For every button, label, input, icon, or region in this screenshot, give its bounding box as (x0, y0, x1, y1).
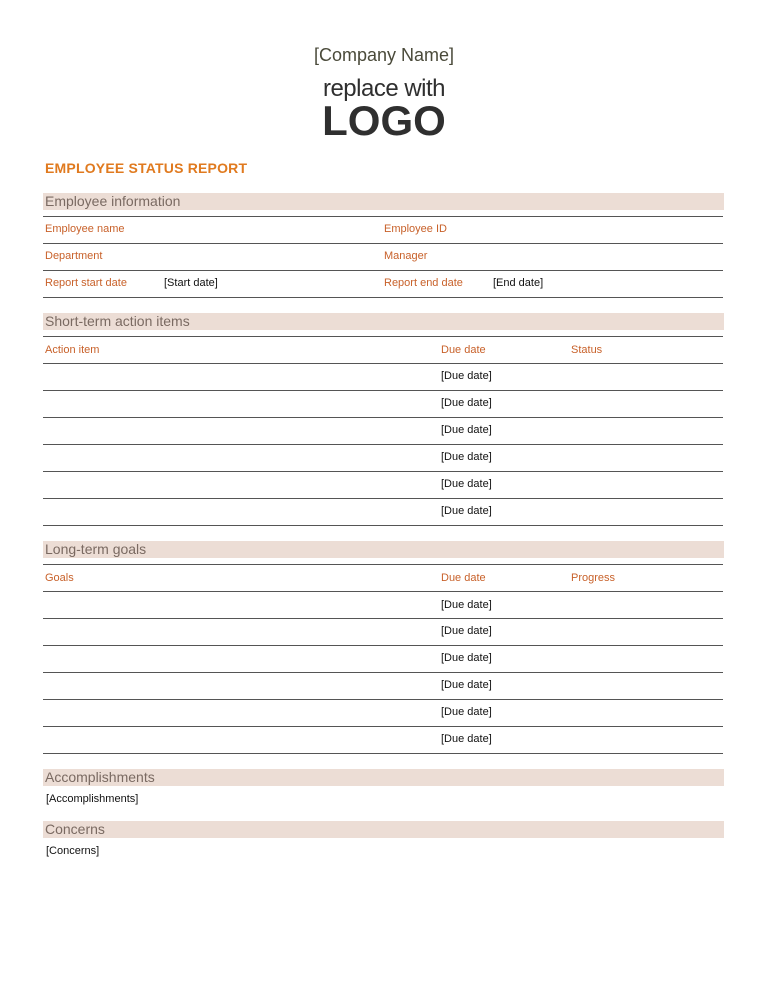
short-term-due-date[interactable]: [Due date] (441, 451, 492, 463)
report-start-date-label: Report start date (45, 277, 127, 289)
section-heading: Employee information (45, 193, 181, 209)
section-short-term-action-items (43, 313, 724, 330)
long-term-due-date[interactable]: [Due date] (441, 733, 492, 745)
divider (43, 564, 723, 565)
column-header-status: Status (571, 344, 603, 356)
divider (43, 243, 723, 244)
column-header-due-date: Due date (441, 572, 486, 584)
short-term-due-date[interactable]: [Due date] (441, 424, 492, 436)
section-heading: Concerns (45, 821, 105, 837)
table-row-divider (43, 444, 723, 445)
long-term-due-date[interactable]: [Due date] (441, 625, 492, 637)
divider (43, 270, 723, 271)
table-row-divider (43, 525, 723, 526)
short-term-due-date[interactable]: [Due date] (441, 370, 492, 382)
long-term-due-date[interactable]: [Due date] (441, 706, 492, 718)
table-row-divider (43, 672, 723, 673)
department-label: Department (45, 250, 103, 262)
logo-line-1: replace with (322, 75, 446, 102)
column-header-action-item: Action item (45, 344, 100, 356)
logo-line-2: LOGO (322, 97, 446, 144)
section-heading: Accomplishments (45, 769, 155, 785)
long-term-due-date[interactable]: [Due date] (441, 679, 492, 691)
divider (43, 216, 723, 217)
report-end-date-value[interactable]: [End date] (493, 277, 544, 289)
logo-placeholder[interactable] (0, 75, 768, 144)
table-row-divider (43, 390, 723, 391)
divider (43, 297, 723, 298)
table-row-divider (43, 618, 723, 619)
table-row-divider (43, 471, 723, 472)
divider (43, 591, 723, 592)
table-row-divider (43, 498, 723, 499)
column-header-progress: Progress (571, 572, 616, 584)
column-header-goals: Goals (45, 572, 74, 584)
long-term-due-date[interactable]: [Due date] (441, 599, 492, 611)
short-term-due-date[interactable]: [Due date] (441, 397, 492, 409)
report-end-date-label: Report end date (384, 277, 463, 289)
section-heading: Long-term goals (45, 541, 147, 557)
table-row-divider (43, 645, 723, 646)
column-header-due-date: Due date (441, 344, 486, 356)
manager-label: Manager (384, 250, 428, 262)
report-start-date-value[interactable]: [Start date] (164, 277, 218, 289)
short-term-due-date[interactable]: [Due date] (441, 505, 492, 517)
employee-name-label: Employee name (45, 223, 125, 235)
table-row-divider (43, 417, 723, 418)
table-row-divider (43, 699, 723, 700)
company-name[interactable]: [Company Name] (313, 45, 455, 65)
divider (43, 336, 723, 337)
concerns-text[interactable]: [Concerns] (46, 845, 100, 857)
table-row-divider (43, 726, 723, 727)
long-term-due-date[interactable]: [Due date] (441, 652, 492, 664)
section-concerns (43, 821, 724, 838)
section-accomplishments (43, 769, 724, 786)
employee-id-label: Employee ID (384, 223, 447, 235)
report-title: EMPLOYEE STATUS REPORT (45, 160, 248, 176)
short-term-due-date[interactable]: [Due date] (441, 478, 492, 490)
section-employee-information (43, 193, 724, 210)
accomplishments-text[interactable]: [Accomplishments] (46, 793, 139, 805)
table-row-divider (43, 753, 723, 754)
section-heading: Short-term action items (45, 313, 190, 329)
section-long-term-goals (43, 541, 724, 558)
divider (43, 363, 723, 364)
